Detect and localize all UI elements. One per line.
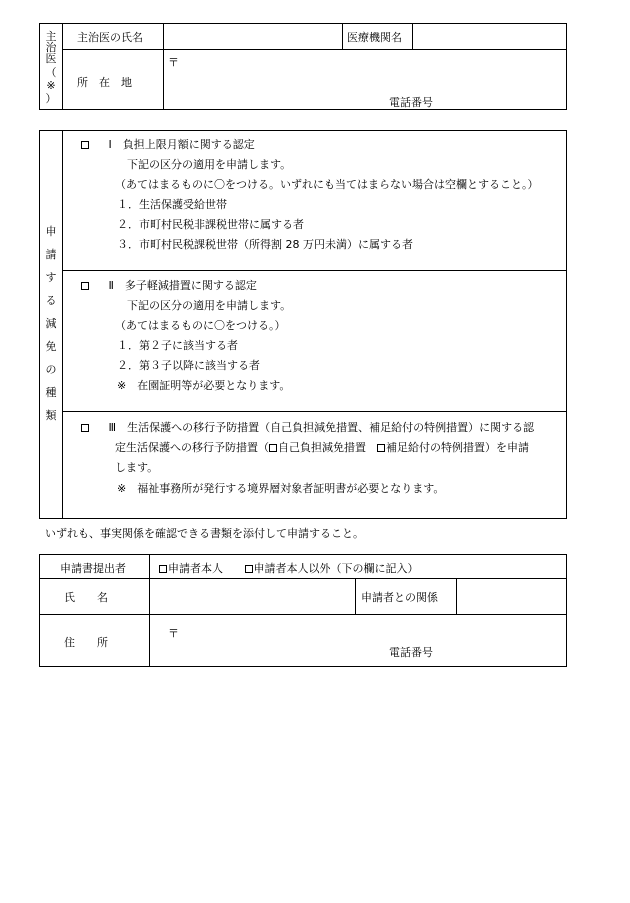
institution-field[interactable] [413, 24, 566, 48]
submitter-label: 申請書提出者 [60, 562, 126, 575]
submitter-options [159, 562, 419, 575]
section2-note: ※ 在園証明等が必要となります。 [117, 379, 291, 392]
submitter-other-label: 申請者本人以外（下の欄に記入） [253, 562, 419, 575]
section3-line1 [115, 441, 529, 454]
section1-item-2[interactable]: ２．市町村民税非課税世帯に属する者 [117, 218, 304, 231]
section3-heading: Ⅲ 生活保護への移行予防措置（自己負担減免措置、補足給付の特例措置）に関する認 [108, 421, 535, 434]
section3-note: ※ 福祉事務所が発行する境界層対象者証明書が必要となります。 [117, 482, 445, 495]
section2-heading-row [81, 279, 257, 292]
divider [342, 23, 343, 49]
submitter-other-checkbox[interactable] [245, 565, 253, 573]
postal-mark: 〒 [168, 56, 179, 69]
section3-line1-text: 定生活保護への移行予防措置（ [115, 441, 269, 454]
relation-field[interactable] [457, 579, 566, 614]
section2-checkbox[interactable] [81, 282, 89, 290]
relation-label: 申請者との関係 [361, 591, 438, 604]
submitter-self-checkbox[interactable] [159, 565, 167, 573]
section2-item-2[interactable]: ２．第３子以降に該当する者 [117, 359, 260, 372]
option-supplement-checkbox[interactable] [377, 444, 385, 452]
doctor-name-label: 主治医の氏名 [77, 31, 143, 44]
section3-line2: します。 [115, 461, 159, 474]
section1-heading: Ⅰ 負担上限月額に関する認定 [108, 138, 255, 151]
option-supplement-label: 補足給付の特例措置）を申請 [386, 441, 529, 454]
doctor-phone-label: 電話番号 [389, 96, 433, 109]
divider [62, 270, 567, 271]
section2-heading: Ⅱ 多子軽減措置に関する認定 [108, 279, 257, 292]
doctor-address-label: 所 在 地 [77, 76, 132, 89]
option-self-pay-label: 自己負担減免措置 [278, 441, 377, 454]
doctor-address-field[interactable] [164, 50, 566, 109]
section1-item-1[interactable]: １．生活保護受給世帯 [117, 198, 227, 211]
submitter-name-field[interactable] [150, 579, 355, 614]
section3-checkbox[interactable] [81, 424, 89, 432]
submitter-name-label: 氏 名 [64, 591, 108, 604]
section1-item-3[interactable]: ３．市町村民税課税世帯（所得割 28 万円未満）に属する者 [117, 238, 413, 251]
option-self-pay-checkbox[interactable] [269, 444, 277, 452]
submitter-address-label: 住 所 [64, 636, 108, 649]
section2-item-1[interactable]: １．第２子に該当する者 [117, 339, 238, 352]
section1-line1: 下記の区分の適用を申請します。 [127, 158, 292, 171]
section1-line2: （あてはまるものに〇をつける。いずれにも当てはまらない場合は空欄とすること。） [115, 178, 539, 191]
section2-line2: （あてはまるものに〇をつける。） [115, 319, 286, 332]
submitter-phone-label: 電話番号 [389, 646, 433, 659]
divider [62, 130, 63, 519]
section2-line1: 下記の区分の適用を申請します。 [127, 299, 292, 312]
institution-label: 医療機関名 [347, 31, 402, 44]
divider [62, 411, 567, 412]
submitter-self-label: 申請者本人 [168, 562, 223, 575]
section3-heading-row [81, 421, 534, 434]
reduction-side-label: 申 請 す る 減 免 の 種 類 [45, 225, 57, 422]
attachment-note: いずれも、事実関係を確認できる書類を添付して申請すること。 [45, 527, 364, 540]
submitter-address-field[interactable] [150, 615, 566, 666]
section1-checkbox[interactable] [81, 141, 89, 149]
divider [355, 578, 356, 614]
doctor-side-label: 主 治 医 （ ※ ） [45, 30, 57, 105]
section1-heading-row [81, 138, 255, 151]
submitter-postal-mark: 〒 [168, 627, 179, 640]
doctor-name-field[interactable] [164, 24, 341, 48]
divider [62, 23, 63, 110]
